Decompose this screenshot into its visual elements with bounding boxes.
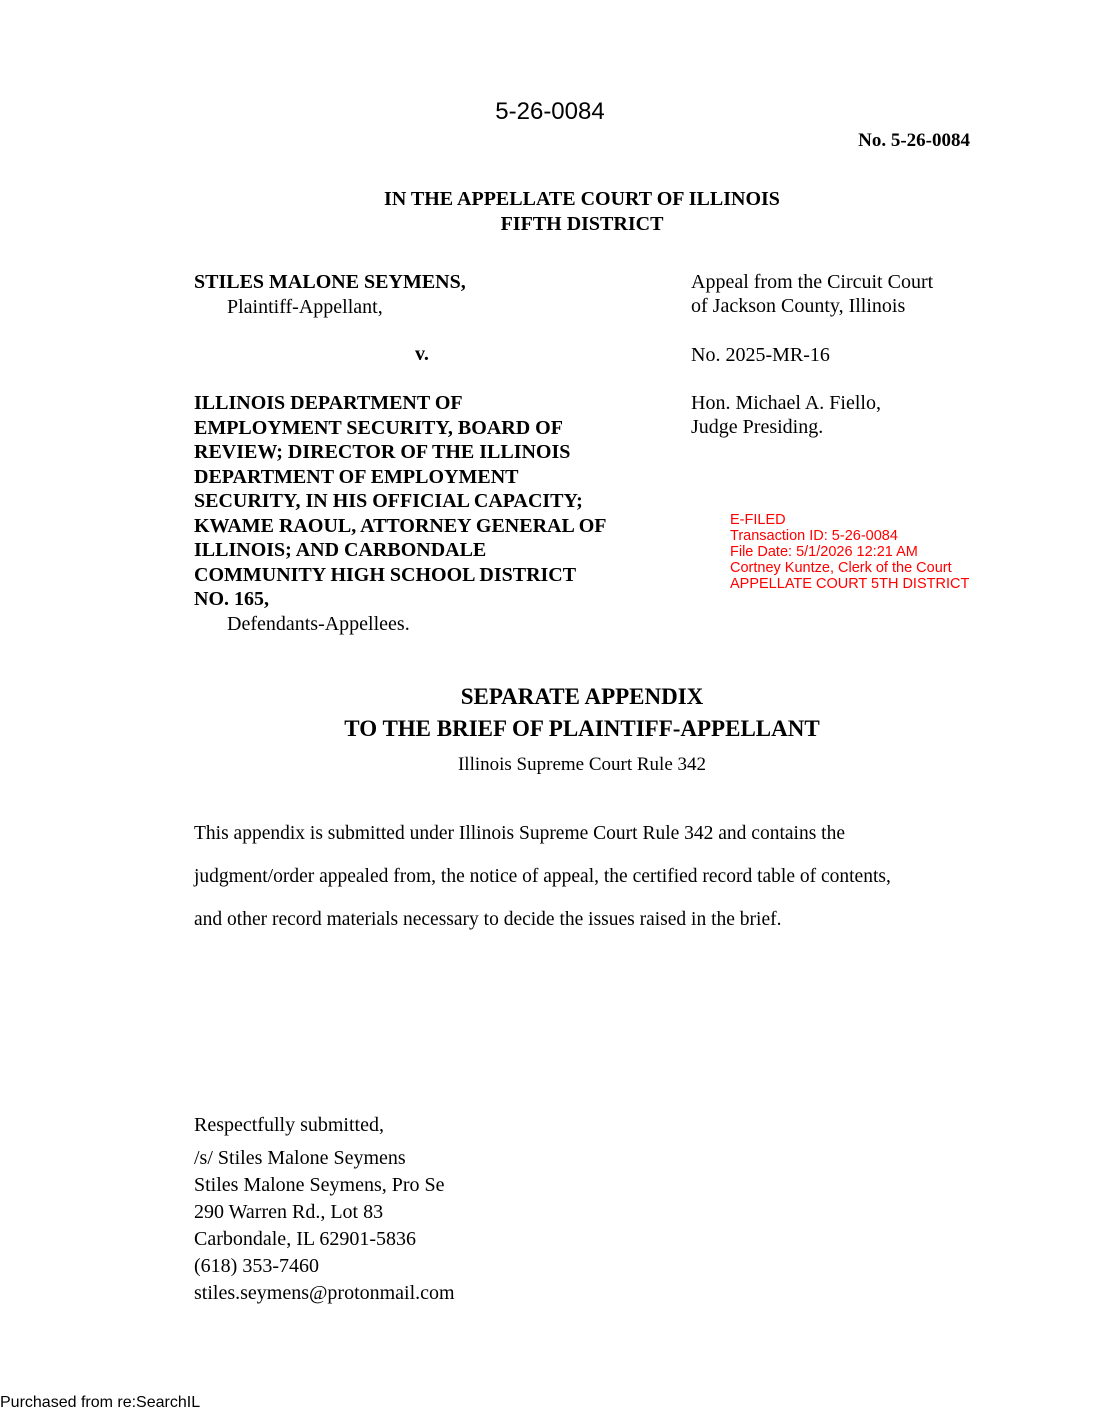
document-title bbox=[0, 681, 1100, 745]
appeal-from-line: Appeal from the Circuit Court bbox=[691, 271, 934, 293]
defendants-block bbox=[194, 391, 606, 636]
body-line: and other record materials necessary to decide the issues raised in the brief. bbox=[194, 909, 782, 930]
efile-line: File Date: 5/1/2026 12:21 AM bbox=[730, 544, 918, 560]
address-street: 290 Warren Rd., Lot 83 bbox=[194, 1201, 384, 1223]
court-heading bbox=[0, 187, 1100, 237]
body-paragraph bbox=[194, 812, 984, 941]
appeal-county-line: of Jackson County, Illinois bbox=[691, 295, 906, 317]
plaintiff-role: Plaintiff-Appellant, bbox=[227, 295, 383, 318]
judge-block bbox=[691, 391, 881, 439]
address-city: Carbondale, IL 62901-5836 bbox=[194, 1228, 416, 1250]
defendants-role: Defendants-Appellees. bbox=[227, 612, 410, 635]
case-number-heading: No. 5-26-0084 bbox=[858, 130, 970, 151]
efile-line: APPELLATE COURT 5TH DISTRICT bbox=[730, 576, 970, 592]
court-district: FIFTH DISTRICT bbox=[500, 213, 664, 235]
defendant-line: DEPARTMENT OF EMPLOYMENT bbox=[194, 465, 519, 488]
court-name: IN THE APPELLATE COURT OF ILLINOIS bbox=[384, 188, 780, 210]
efile-line: Transaction ID: 5-26-0084 bbox=[730, 528, 898, 544]
judge-name: Hon. Michael A. Fiello, bbox=[691, 392, 881, 414]
body-line: judgment/order appealed from, the notice of appeal, the certified record table of contents, bbox=[194, 866, 891, 887]
plaintiff-block bbox=[194, 270, 466, 319]
defendant-line: NO. 165, bbox=[194, 588, 269, 610]
defendant-line: ILLINOIS; AND CARBONDALE bbox=[194, 539, 487, 561]
rule-reference: Illinois Supreme Court Rule 342 bbox=[457, 754, 707, 775]
phone-number: (618) 353-7460 bbox=[194, 1255, 319, 1277]
signature-name: /s/ Stiles Malone Seymens bbox=[194, 1147, 406, 1169]
plaintiff-name: STILES MALONE SEYMENS, bbox=[194, 271, 466, 293]
defendant-line: EMPLOYMENT SECURITY, BOARD OF bbox=[194, 416, 563, 439]
purchase-footer: Purchased from re:SearchIL bbox=[0, 1394, 201, 1411]
defendant-line: ILLINOIS DEPARTMENT OF bbox=[194, 392, 463, 414]
defendant-line: REVIEW; DIRECTOR OF THE ILLINOIS bbox=[194, 441, 571, 463]
attorney-name: Stiles Malone Seymens, Pro Se bbox=[194, 1174, 445, 1196]
closing-line: Respectfully submitted, bbox=[194, 1114, 384, 1136]
trial-court-number: No. 2025-MR-16 bbox=[691, 344, 830, 366]
appeal-source bbox=[691, 270, 933, 318]
defendant-line: SECURITY, IN HIS OFFICIAL CAPACITY; bbox=[194, 490, 583, 512]
efile-line: E-FILED bbox=[730, 512, 786, 528]
efile-line: Cortney Kuntze, Clerk of the Court bbox=[730, 560, 952, 576]
efile-stamp bbox=[730, 512, 969, 592]
versus-label: v. bbox=[415, 343, 429, 365]
stamp-case-number: 5-26-0084 bbox=[495, 98, 605, 125]
title-line-1: SEPARATE APPENDIX bbox=[460, 684, 704, 709]
defendant-line: COMMUNITY HIGH SCHOOL DISTRICT bbox=[194, 563, 577, 586]
defendant-line: KWAME RAOUL, ATTORNEY GENERAL OF bbox=[194, 514, 607, 537]
body-line: This appendix is submitted under Illinois Supreme Court Rule 342 and contains the bbox=[194, 823, 845, 844]
judge-title: Judge Presiding. bbox=[691, 416, 824, 438]
title-line-2: TO THE BRIEF OF PLAINTIFF-APPELLANT bbox=[344, 716, 820, 741]
signature-block bbox=[194, 1112, 455, 1307]
email-address: stiles.seymens@protonmail.com bbox=[194, 1282, 455, 1304]
